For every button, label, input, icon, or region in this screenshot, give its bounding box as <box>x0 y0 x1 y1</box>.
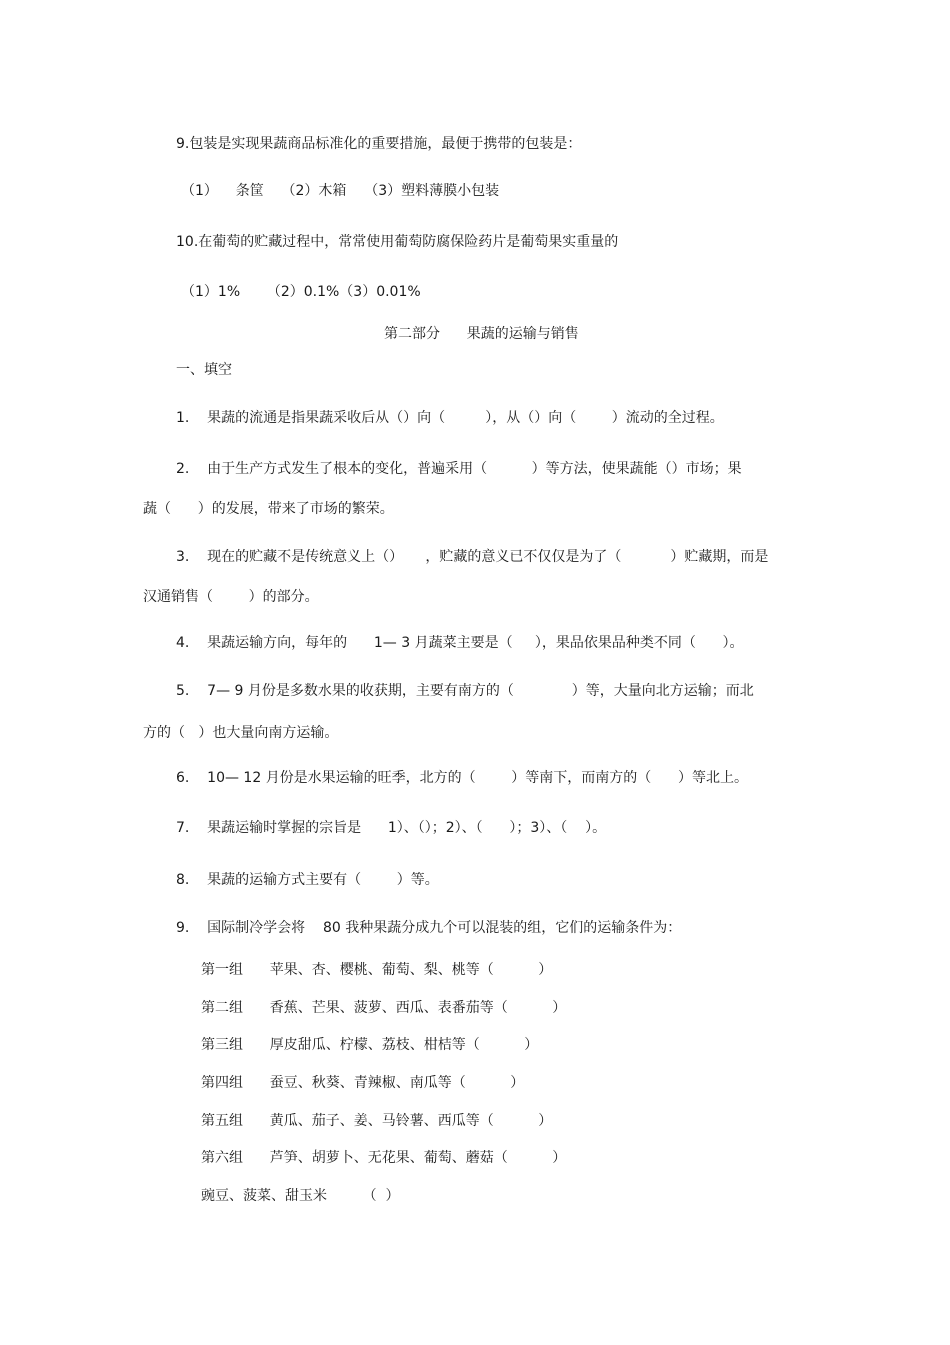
group-6: 第六组 芦笋、胡萝卜、无花果、葡萄、蘑菇（ ） <box>201 1150 567 1166</box>
question-9-packaging: 9.包装是实现果蔬商品标准化的重要措施，最便于携带的包装是： <box>176 136 582 152</box>
item-2-line-2: 蔬（ ）的发展，带来了市场的繁荣。 <box>143 501 394 517</box>
item-5-line-2: 方的（ ）也大量向南方运输。 <box>143 725 339 741</box>
part-two-title: 第二部分 果蔬的运输与销售 <box>384 326 579 342</box>
item-2-line-1: 2. 由于生产方式发生了根本的变化，普遍采用（ ）等方法，使果蔬能（）市场；果 <box>176 461 742 477</box>
item-1: 1. 果蔬的流通是指果蔬采收后从（）向（ ），从（）向（ ）流动的全过程。 <box>176 410 724 426</box>
item-7: 7. 果蔬运输时掌握的宗旨是 1）、（）；2）、（ ）；3）、（ ）。 <box>176 820 607 836</box>
group-4: 第四组 蚕豆、秋葵、青辣椒、南瓜等（ ） <box>201 1075 525 1091</box>
group-1: 第一组 苹果、杏、樱桃、葡萄、梨、桃等（ ） <box>201 962 553 978</box>
item-8: 8. 果蔬的运输方式主要有（ ）等。 <box>176 872 439 888</box>
group-7: 豌豆、菠菜、甜玉米 （ ） <box>201 1188 400 1204</box>
item-9: 9. 国际制冷学会将 80 我种果蔬分成九个可以混装的组，它们的运输条件为： <box>176 920 682 936</box>
item-5-line-1: 5. 7— 9 月份是多数水果的收获期，主要有南方的（ ）等，大量向北方运输；而北 <box>176 683 754 699</box>
section-fill-in-blank: 一、填空 <box>176 362 232 378</box>
item-3-line-2: 汉通销售（ ）的部分。 <box>143 589 319 605</box>
item-6: 6. 10— 12 月份是水果运输的旺季，北方的（ ）等南下，而南方的（ ）等北上。 <box>176 770 748 786</box>
question-9-options: （1） 条筐 （2）木箱 （3）塑料薄膜小包装 <box>181 183 500 199</box>
question-10-options: （1）1% （2）0.1%（3）0.01% <box>181 284 421 300</box>
item-3-line-1: 3. 现在的贮藏不是传统意义上（） ，贮藏的意义已不仅仅是为了（ ）贮藏期，而是 <box>176 549 769 565</box>
group-3: 第三组 厚皮甜瓜、柠檬、荔枝、柑桔等（ ） <box>201 1037 539 1053</box>
question-10-grape: 10.在葡萄的贮藏过程中，常常使用葡萄防腐保险药片是葡萄果实重量的 <box>176 234 619 250</box>
item-4: 4. 果蔬运输方向，每年的 1— 3 月蔬菜主要是（ ），果品依果品种类不同（ ）。 <box>176 635 744 651</box>
group-2: 第二组 香蕉、芒果、菠萝、西瓜、表番茄等（ ） <box>201 1000 567 1016</box>
group-5: 第五组 黄瓜、茄子、姜、马铃薯、西瓜等（ ） <box>201 1113 553 1129</box>
